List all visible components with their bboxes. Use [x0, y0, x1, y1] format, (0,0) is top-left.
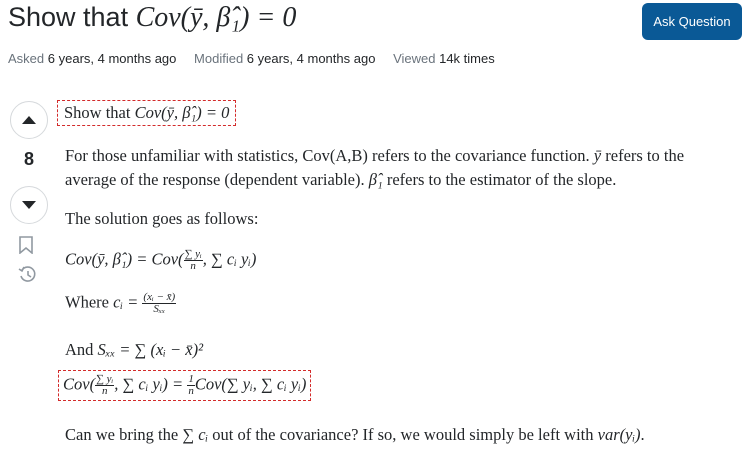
viewed-label: Viewed	[393, 51, 436, 66]
last-text-b: out of the covariance? If so, we would simply be left with	[208, 425, 598, 444]
arrow-up-icon	[22, 116, 36, 124]
eq1-denominator: n	[190, 260, 196, 272]
para1-text-d: refers to the estimator of the slope.	[382, 170, 617, 189]
last-var: var(yᵢ)	[597, 425, 641, 444]
question-title[interactable]	[8, 2, 296, 34]
boxed-heading-text: Show that	[64, 103, 135, 122]
para1-text-c: average of the response (dependent variable).	[65, 170, 369, 189]
boxed-eq-one: 1	[188, 373, 194, 385]
last-text-c: .	[640, 425, 645, 444]
asked-value[interactable]: 6 years, 4 months ago	[47, 51, 177, 66]
boxed-eq-fraction	[95, 374, 114, 397]
asked-label: Asked	[8, 51, 45, 66]
history-button[interactable]	[18, 265, 37, 289]
boxed-eq-denominator: n	[101, 385, 108, 397]
boxed-eq-mid: , ∑ cᵢ yᵢ) =	[114, 374, 188, 394]
last-text-a: Can we bring the	[65, 425, 183, 444]
math-ybar: ȳ	[593, 146, 602, 165]
boxed-heading-math: Cov(ȳ, β̂₁) = 0	[134, 103, 230, 122]
eq1-left: Cov(ȳ, β̂₁) = Cov(	[65, 249, 184, 269]
question-title-text: Show that	[8, 2, 136, 32]
final-question-line	[65, 425, 645, 445]
upvote-button[interactable]	[10, 101, 48, 139]
modified-value[interactable]: 6 years, 4 months ago	[246, 51, 376, 66]
para1-text-b: refers to the	[601, 146, 685, 165]
where-denominator: Sₓₓ	[153, 303, 166, 315]
eq1-numerator: ∑ yᵢ	[184, 248, 202, 260]
boxed-eq-right: Cov(∑ yᵢ, ∑ cᵢ yᵢ)	[194, 374, 307, 394]
where-ci: cᵢ =	[113, 292, 139, 312]
solution-intro: The solution goes as follows:	[65, 209, 259, 228]
eq1-fraction	[184, 249, 203, 272]
downvote-button[interactable]	[10, 186, 48, 224]
and-text: And	[65, 340, 98, 359]
viewed-value: 14k times	[439, 51, 495, 66]
last-sum: ∑ cᵢ	[182, 425, 209, 444]
where-numerator: (xᵢ − x̄)	[143, 291, 176, 303]
vote-score: 8	[23, 149, 34, 169]
math-beta: β̂₁	[368, 170, 383, 189]
boxed-eq-left: Cov(	[63, 374, 96, 394]
history-icon	[18, 265, 37, 284]
arrow-down-icon	[22, 201, 36, 209]
boxed-eq-n: n	[188, 385, 194, 397]
and-math: Sₓₓ = ∑ (xᵢ − x̄)²	[97, 340, 204, 359]
paragraph-line	[65, 170, 616, 190]
boxed-eq-one-over-n	[187, 374, 195, 397]
equation-1	[65, 249, 256, 272]
boxed-equation	[58, 370, 311, 401]
where-text: Where	[65, 292, 114, 312]
boxed-heading	[57, 100, 236, 126]
bookmark-button[interactable]	[18, 236, 34, 259]
para1-text-a: For those unfamiliar with statistics, Cov(A,B) refers to the covariance function.	[65, 146, 594, 165]
modified-label: Modified	[194, 51, 244, 66]
boxed-eq-numerator: ∑ yᵢ	[96, 373, 114, 385]
eq1-right: , ∑ cᵢ yᵢ)	[202, 249, 257, 269]
paragraph-line	[65, 146, 684, 166]
bookmark-icon	[18, 236, 34, 254]
question-title-math: Cov(ȳ, β̂₁) = 0	[135, 2, 297, 33]
and-line	[65, 340, 203, 360]
where-line	[65, 292, 176, 315]
where-fraction	[142, 292, 176, 315]
question-meta	[8, 51, 509, 66]
ask-question-button[interactable]: Ask Question	[642, 3, 742, 40]
